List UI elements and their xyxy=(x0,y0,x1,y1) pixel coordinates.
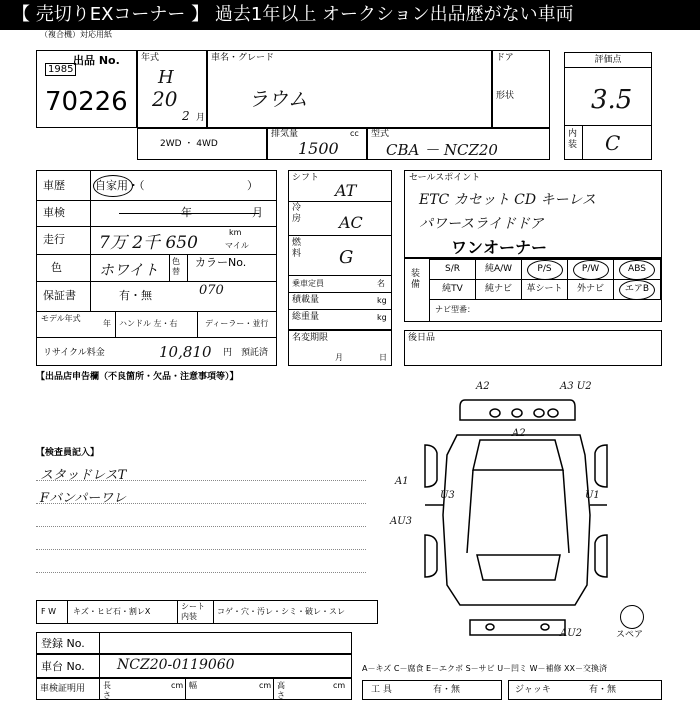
interior-value: C xyxy=(605,131,621,155)
displacement-value: 1500 xyxy=(298,139,339,158)
history-label: 車歴 xyxy=(43,179,65,192)
score-box xyxy=(564,52,652,160)
inspector-line2: Fバンパーワレ xyxy=(40,491,127,506)
aircon-value: AC xyxy=(339,213,363,232)
fuel-value: G xyxy=(339,247,354,268)
name-change-day: 日 xyxy=(379,353,387,362)
mark-u3: U3 xyxy=(440,490,455,501)
ps-circle xyxy=(527,260,563,280)
mileage-unit-km: km xyxy=(229,228,242,237)
equip-sr: S/R xyxy=(429,259,476,280)
name-change-box xyxy=(288,330,392,366)
year-value: 20 xyxy=(152,87,178,111)
equip-ps: P/S xyxy=(521,259,568,280)
door-label: ドア xyxy=(496,53,514,63)
cert-width-label: 幅 xyxy=(189,681,197,690)
equipment-box xyxy=(404,258,662,322)
mark-a2-roof: A2 xyxy=(512,428,526,439)
recycle-unit: 円 xyxy=(223,348,233,358)
interior-label: 内装 xyxy=(568,129,578,150)
model-code-value: CBA － NCZ20 xyxy=(386,141,498,159)
seller-notes-label: 【出品店申告欄（不良箇所・欠品・注意事項等）】 xyxy=(36,372,239,382)
pw-circle xyxy=(573,260,609,280)
equip-tv: 純TV xyxy=(429,279,476,300)
equip-airbag: エアB xyxy=(613,279,661,300)
inspection-month-unit: 月 xyxy=(252,206,263,219)
name-change-month: 月 xyxy=(335,353,343,362)
inspection-label: 車検 xyxy=(43,206,65,219)
model-code-box xyxy=(367,128,550,160)
recycle-deposit: 預託済 xyxy=(241,348,269,358)
mark-au2: AU2 xyxy=(560,628,583,639)
model-code-label: 型式 xyxy=(371,129,390,139)
door-body-box xyxy=(492,50,550,128)
mark-au3: AU3 xyxy=(390,516,413,527)
jack-value: 有・無 xyxy=(589,685,617,695)
color-value: ホワイト xyxy=(99,261,159,279)
inspector-line1: スタッドレスT xyxy=(40,468,127,483)
car-damage-diagram xyxy=(395,375,625,640)
mark-a1: A1 xyxy=(395,476,409,487)
registration-label: 登録 No. xyxy=(41,637,85,650)
cert-height-unit: cm xyxy=(333,681,346,690)
damage-legend: A－キズ C－腐食 E－エクボ S－サビ U－凹ミ W－補修 XX－交換済 xyxy=(362,664,608,673)
seat-label: シート内装 xyxy=(181,602,205,621)
displacement-box xyxy=(267,128,367,160)
cert-width-unit: cm xyxy=(259,681,272,690)
fuel-label: 燃料 xyxy=(292,238,302,259)
inspector-label: 【検査員記入】 xyxy=(36,448,100,458)
mileage-label: 走行 xyxy=(43,233,65,246)
fw-items: キズ・ヒビ石・割レX xyxy=(73,607,151,616)
year-era: H xyxy=(158,67,174,88)
mileage-value: 7万 2千 650 xyxy=(99,233,198,253)
spare-label: スペア xyxy=(616,630,644,640)
tools-value: 有・無 xyxy=(433,685,461,695)
drive-box xyxy=(137,128,267,160)
load-unit: kg xyxy=(377,296,387,305)
sales-points-box xyxy=(404,170,662,258)
history-close: ） xyxy=(247,179,258,192)
warranty-label: 保証書 xyxy=(43,289,76,302)
displacement-label: 排気量 xyxy=(271,129,299,139)
seat-items: コゲ・穴・汚レ・シミ・破レ・スレ xyxy=(217,607,345,616)
tools-label: 工 具 xyxy=(371,685,392,695)
equip-ext-navi: 外ナビ xyxy=(567,279,614,300)
displacement-unit: cc xyxy=(350,129,359,138)
spec-table xyxy=(288,170,392,330)
dealer-options: ディーラー・並行 xyxy=(205,319,269,328)
fw-label: F W xyxy=(41,607,57,616)
capacity-unit: 名 xyxy=(377,279,385,288)
score-value: 3.5 xyxy=(591,85,633,115)
auction-banner: 【 売切りEXコーナー 】 過去1年以上 オークション出品歴がない車両 xyxy=(0,0,700,30)
recycle-label: リサイクル料金 xyxy=(43,348,105,358)
model-year-label: モデル年式 xyxy=(41,314,81,323)
lot-box xyxy=(36,50,137,128)
registration-box xyxy=(36,632,352,654)
capacity-label: 乗車定員 xyxy=(292,279,324,288)
body-type-label: 形状 xyxy=(496,91,515,101)
equipment-grid xyxy=(429,259,661,321)
mileage-unit-mile: マイル xyxy=(225,241,249,250)
shift-value: AT xyxy=(335,181,357,200)
jack-label: ジャッキ xyxy=(515,685,551,695)
year-box xyxy=(137,50,207,128)
lot-number: 70226 xyxy=(45,87,128,117)
drive-label: 2WD ・ 4WD xyxy=(160,139,218,149)
tools-box xyxy=(362,680,502,700)
recycle-value: 10,810 xyxy=(159,343,212,361)
abs-circle xyxy=(619,260,655,280)
year-month-unit: 月 xyxy=(196,113,206,123)
color-label: 色 xyxy=(51,261,62,274)
arrival-label: 後日品 xyxy=(408,333,436,343)
arrival-box xyxy=(404,330,662,366)
aircon-label: 冷房 xyxy=(292,203,302,224)
shift-label: シフト xyxy=(292,173,320,183)
year-label: 年式 xyxy=(141,53,160,63)
chassis-value: NCZ20-0119060 xyxy=(117,657,235,673)
cert-length-unit: cm xyxy=(171,681,184,690)
sales-point-line1: ETC カセット CD キーレス xyxy=(419,192,596,208)
mark-u1: U1 xyxy=(585,490,600,501)
paper-note: （複合機）対応用紙 xyxy=(40,30,112,39)
year-month: 2 xyxy=(182,109,190,123)
certificate-box xyxy=(36,678,352,700)
jack-box xyxy=(508,680,662,700)
navi-model-label: ナビ型番： xyxy=(435,305,475,314)
airbag-circle xyxy=(619,280,655,300)
color-change-label: 色替 xyxy=(172,257,180,276)
handle-options: ハンドル 左・右 xyxy=(119,319,178,328)
model-name-label: 車名・グレード xyxy=(211,53,275,63)
certificate-label: 車検証明用 xyxy=(40,684,86,694)
history-circle xyxy=(93,175,133,197)
color-code-value: 070 xyxy=(199,283,224,298)
mark-a2-front: A2 xyxy=(476,381,490,392)
history-options: 自家用・（ xyxy=(95,179,145,192)
equip-alloy: 純A/W xyxy=(475,259,522,280)
sales-point-line2: パワースライドドア xyxy=(419,216,544,232)
equip-abs: ABS xyxy=(613,259,661,280)
cert-length-label: 長さ xyxy=(103,681,111,700)
fw-seat-strip xyxy=(36,600,378,624)
lot-label: 出品 No. xyxy=(73,54,120,67)
chassis-label: 車台 No. xyxy=(41,660,85,673)
inspection-strike xyxy=(119,213,259,214)
lot-small-number: 1985 xyxy=(45,63,76,76)
score-label: 評価点 xyxy=(594,55,622,65)
model-year-unit: 年 xyxy=(103,319,111,328)
color-code-label: カラーNo. xyxy=(195,256,247,269)
equip-navi: 純ナビ xyxy=(475,279,522,300)
inspection-year-unit: 年 xyxy=(181,206,192,219)
name-change-label: 名変期限 xyxy=(292,333,329,343)
spare-tire-icon xyxy=(620,605,644,629)
warranty-value: 有・無 xyxy=(119,289,152,302)
mark-a3u2: A3 U2 xyxy=(560,381,592,392)
sales-points-label: セールスポイント xyxy=(409,173,481,183)
equip-leather: 革シート xyxy=(521,279,568,300)
sales-point-line3: ワンオーナー xyxy=(451,238,548,257)
weight-label: 総重量 xyxy=(292,312,320,322)
equipment-label: 装備 xyxy=(411,269,421,290)
model-name-value: ラウム xyxy=(248,87,308,111)
cert-height-label: 高さ xyxy=(277,681,285,700)
weight-unit: kg xyxy=(377,313,387,322)
load-label: 積載量 xyxy=(292,295,320,305)
model-name-box xyxy=(207,50,492,128)
equip-pw: P/W xyxy=(567,259,614,280)
vehicle-info-table xyxy=(36,170,277,366)
chassis-box xyxy=(36,654,352,678)
